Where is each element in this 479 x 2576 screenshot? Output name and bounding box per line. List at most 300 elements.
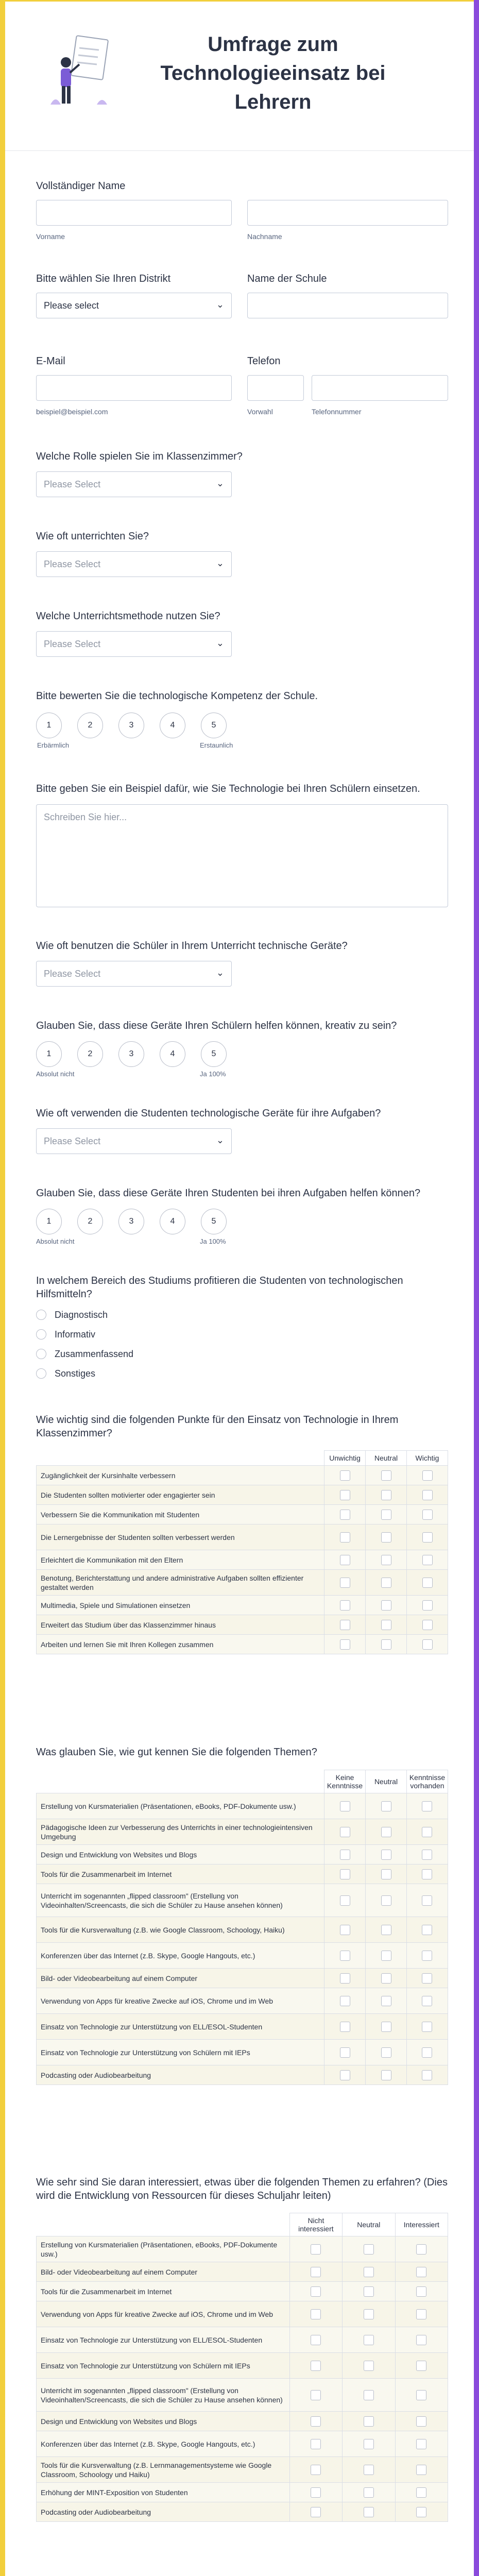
matrix-cell: [406, 2040, 448, 2065]
school-input[interactable]: [247, 293, 448, 318]
matrix-row-label: Einsatz von Technologie zur Unterstützung von Schülern mit IEPs: [37, 2353, 290, 2379]
checkbox[interactable]: [340, 1620, 350, 1630]
checkbox[interactable]: [381, 1532, 391, 1543]
interest-matrix-label: Wie sehr sind Sie daran interessiert, etwas über die folgenden Themen zu erfahren? (Dies wird die Entwicklung von Ressourcen für dieses Schuljahr leiten): [36, 2177, 448, 2201]
matrix-row-label: Die Studenten sollten motivierter oder engagierter sein: [37, 1485, 324, 1505]
matrix-row: [37, 2065, 448, 2085]
checkbox[interactable]: [340, 1510, 350, 1520]
matrix-cell: [407, 1466, 448, 1485]
matrix-cell: [289, 2431, 342, 2457]
checkbox[interactable]: [416, 2465, 426, 2475]
matrix-cell: [324, 1596, 366, 1615]
matrix-row-label: Einsatz von Technologie zur Unterstützung von ELL/ESOL-Studenten: [37, 2327, 290, 2353]
matrix-row: [37, 2301, 448, 2327]
matrix-cell: [366, 1505, 407, 1524]
checkbox[interactable]: [311, 2487, 321, 2498]
matrix-row-label: Multimedia, Spiele und Simulationen einsetzen: [37, 1596, 324, 1615]
matrix-row: [37, 2457, 448, 2483]
matrix-row-label: Erleichtert die Kommunikation mit den Eltern: [37, 1550, 324, 1570]
matrix-column-header: Interessiert: [395, 2213, 448, 2236]
checkbox[interactable]: [364, 2439, 374, 2449]
matrix-cell: [324, 2040, 366, 2065]
checkbox[interactable]: [422, 1973, 432, 1984]
checkbox[interactable]: [422, 2022, 432, 2032]
matrix-cell: [289, 2282, 342, 2301]
checkbox[interactable]: [422, 1801, 432, 1811]
competence-label: Bitte bewerten Sie die technologische Kompetenz der Schule.: [36, 690, 318, 702]
checkbox[interactable]: [416, 2439, 426, 2449]
checkbox[interactable]: [416, 2286, 426, 2297]
checkbox[interactable]: [422, 1490, 433, 1500]
checkbox[interactable]: [422, 1470, 433, 1481]
matrix-row-label: Bild- oder Videobearbeitung auf einem Computer: [37, 1969, 324, 1988]
radio-option[interactable]: Sonstiges: [36, 1368, 95, 1379]
matrix-cell: [395, 2236, 448, 2262]
checkbox[interactable]: [416, 2416, 426, 2427]
matrix-cell: [406, 1884, 448, 1917]
checkbox[interactable]: [416, 2361, 426, 2371]
matrix-cell: [366, 1943, 407, 1969]
checkbox[interactable]: [364, 2335, 374, 2345]
matrix-corner: [37, 1451, 324, 1466]
checkbox[interactable]: [381, 1578, 391, 1588]
matrix-row: [37, 2040, 448, 2065]
matrix-row: [37, 1570, 448, 1596]
matrix-cell: [395, 2431, 448, 2457]
checkbox[interactable]: [422, 1827, 432, 1837]
role-label: Welche Rolle spielen Sie im Klassenzimmer?: [36, 451, 243, 462]
checkbox[interactable]: [422, 1850, 432, 1860]
checkbox[interactable]: [340, 1532, 350, 1543]
matrix-column-header: Wichtig: [407, 1451, 448, 1466]
matrix-cell: [324, 1793, 366, 1819]
checkbox[interactable]: [311, 2507, 321, 2517]
matrix-cell: [343, 2301, 395, 2327]
school-label: Name der Schule: [247, 273, 327, 284]
checkbox[interactable]: [381, 1925, 391, 1935]
matrix-row: [37, 1917, 448, 1943]
matrix-row-label: Erstellung von Kursmaterialien (Präsentationen, eBooks, PDF-Dokumente usw.): [37, 1793, 324, 1819]
matrix-row: [37, 2412, 448, 2431]
matrix-cell: [407, 1570, 448, 1596]
radio-circle-icon: [36, 1310, 46, 1320]
matrix-row: [37, 2014, 448, 2040]
matrix-row-label: Pädagogische Ideen zur Verbesserung des Unterrichts in einer technologieintensiven Umgebung: [37, 1819, 324, 1845]
matrix-column-header: Kenntnisse vorhanden: [406, 1770, 448, 1793]
matrix-cell: [324, 1819, 366, 1845]
checkbox[interactable]: [416, 2390, 426, 2400]
matrix-row-label: Tools für die Kursverwaltung (z.B. Lernmanagementsysteme wie Google Classroom, Schoology und Haiku): [37, 2457, 290, 2483]
rating-low-label: Erbärmlich: [37, 741, 70, 749]
first-name-input[interactable]: [36, 200, 232, 226]
checkbox[interactable]: [416, 2244, 426, 2255]
full-name-label: Vollständiger Name: [36, 180, 126, 192]
matrix-cell: [406, 1793, 448, 1819]
matrix-cell: [324, 1635, 366, 1654]
matrix-column-header: Keine Kenntnisse: [324, 1770, 366, 1793]
phone-number-sublabel: Telefonnummer: [312, 408, 362, 416]
checkbox[interactable]: [381, 1827, 391, 1837]
checkbox[interactable]: [311, 2390, 321, 2400]
matrix-cell: [324, 1943, 366, 1969]
matrix-cell: [366, 1524, 407, 1550]
matrix-cell: [343, 2353, 395, 2379]
rating-2[interactable]: 2: [77, 1041, 103, 1067]
creative-label: Glauben Sie, dass diese Geräte Ihren Schülern helfen können, kreativ zu sein?: [36, 1020, 397, 1031]
matrix-cell: [343, 2412, 395, 2431]
matrix-column-header: Neutral: [343, 2213, 395, 2236]
matrix-row: [37, 1969, 448, 1988]
checkbox[interactable]: [422, 1925, 432, 1935]
checkbox[interactable]: [422, 1996, 432, 2006]
district-label: Bitte wählen Sie Ihren Distrikt: [36, 273, 171, 284]
checkbox[interactable]: [340, 2070, 350, 2080]
checkbox[interactable]: [340, 1951, 350, 1961]
checkbox[interactable]: [381, 1620, 391, 1630]
matrix-cell: [366, 1917, 407, 1943]
matrix-cell: [406, 2014, 448, 2040]
matrix-cell: [343, 2236, 395, 2262]
matrix-cell: [406, 1845, 448, 1865]
matrix-row: [37, 1524, 448, 1550]
example-label: Bitte geben Sie ein Beispiel dafür, wie Sie Technologie bei Ihren Schülern einsetzen.: [36, 783, 420, 794]
checkbox[interactable]: [422, 1951, 432, 1961]
rating-1[interactable]: 1: [36, 1041, 62, 1067]
matrix-cell: [366, 1485, 407, 1505]
matrix-cell: [407, 1596, 448, 1615]
checkbox[interactable]: [381, 1639, 391, 1650]
rating-3[interactable]: 3: [118, 1209, 144, 1234]
checkbox[interactable]: [340, 1850, 350, 1860]
checkbox[interactable]: [364, 2465, 374, 2475]
matrix-row: [37, 2327, 448, 2353]
matrix-row-label: Konferenzen über das Internet (z.B. Skype, Google Hangouts, etc.): [37, 2431, 290, 2457]
matrix-cell: [324, 1505, 366, 1524]
matrix-cell: [366, 1635, 407, 1654]
rating-4[interactable]: 4: [160, 1209, 185, 1234]
rating-low-label: Absolut nicht: [36, 1070, 75, 1078]
matrix-row-label: Verbessern Sie die Kommunikation mit Studenten: [37, 1505, 324, 1524]
chevron-down-icon: ⌄: [216, 558, 224, 568]
role-select[interactable]: Please Select ⌄: [36, 471, 232, 497]
chevron-down-icon: ⌄: [216, 638, 224, 648]
checkbox[interactable]: [422, 1600, 433, 1611]
rating-1[interactable]: 1: [36, 1209, 62, 1234]
matrix-cell: [366, 1466, 407, 1485]
rating-2[interactable]: 2: [77, 713, 103, 738]
checkbox[interactable]: [381, 1555, 391, 1565]
checkbox[interactable]: [381, 1895, 391, 1906]
radio-circle-icon: [36, 1349, 46, 1359]
matrix-cell: [289, 2327, 342, 2353]
matrix-cell: [395, 2483, 448, 2502]
matrix-row: [37, 2379, 448, 2412]
matrix-row: [37, 1550, 448, 1570]
matrix-row: [37, 1988, 448, 2014]
matrix-cell: [324, 2014, 366, 2040]
example-textarea[interactable]: Schreiben Sie hier...: [36, 804, 448, 907]
checkbox[interactable]: [311, 2286, 321, 2297]
checkbox[interactable]: [381, 2022, 391, 2032]
checkbox[interactable]: [422, 1895, 432, 1906]
checkbox[interactable]: [311, 2335, 321, 2345]
matrix-row: [37, 2483, 448, 2502]
rating-5[interactable]: 5: [201, 1041, 227, 1067]
matrix-row: [37, 2431, 448, 2457]
radio-circle-icon: [36, 1329, 46, 1340]
matrix-cell: [395, 2353, 448, 2379]
checkbox[interactable]: [422, 1555, 433, 1565]
chevron-down-icon: ⌄: [216, 968, 224, 978]
checkbox[interactable]: [364, 2309, 374, 2319]
matrix-cell: [407, 1505, 448, 1524]
matrix-cell: [324, 1615, 366, 1635]
checkbox[interactable]: [381, 1973, 391, 1984]
rating-5[interactable]: 5: [201, 713, 227, 738]
area-code-sublabel: Vorwahl: [247, 408, 273, 416]
matrix-cell: [289, 2262, 342, 2282]
matrix-row-label: Design und Entwicklung von Websites und Blogs: [37, 1845, 324, 1865]
checkbox[interactable]: [364, 2390, 374, 2400]
checkbox[interactable]: [381, 1951, 391, 1961]
matrix-cell: [406, 1969, 448, 1988]
matrix-cell: [289, 2236, 342, 2262]
checkbox[interactable]: [340, 1996, 350, 2006]
tasks-frequency-label: Wie oft verwenden die Studenten technologische Geräte für ihre Aufgaben?: [36, 1108, 381, 1119]
method-label: Welche Unterrichtsmethode nutzen Sie?: [36, 611, 220, 622]
checkbox[interactable]: [311, 2361, 321, 2371]
matrix-row: [37, 2502, 448, 2522]
last-name-input[interactable]: [247, 200, 448, 226]
matrix-cell: [324, 1570, 366, 1596]
phone-number-input[interactable]: [312, 375, 448, 401]
matrix-row-label: Verwendung von Apps für kreative Zwecke auf iOS, Chrome und im Web: [37, 2301, 290, 2327]
matrix-cell: [407, 1550, 448, 1570]
matrix-row: [37, 1819, 448, 1845]
matrix-column-header: Unwichtig: [324, 1451, 366, 1466]
checkbox[interactable]: [364, 2416, 374, 2427]
checkbox[interactable]: [340, 1555, 350, 1565]
matrix-cell: [366, 1793, 407, 1819]
matrix-cell: [324, 1524, 366, 1550]
checkbox[interactable]: [311, 2465, 321, 2475]
checkbox[interactable]: [416, 2487, 426, 2498]
matrix-row-label: Einsatz von Technologie zur Unterstützung von ELL/ESOL-Studenten: [37, 2014, 324, 2040]
matrix-row: [37, 2236, 448, 2262]
rating-2[interactable]: 2: [77, 1209, 103, 1234]
checkbox[interactable]: [381, 2070, 391, 2080]
matrix-cell: [366, 1988, 407, 2014]
checkbox[interactable]: [340, 2022, 350, 2032]
checkbox[interactable]: [381, 1490, 391, 1500]
matrix-row-label: Einsatz von Technologie zur Unterstützung von Schülern mit IEPs: [37, 2040, 324, 2065]
rating-5[interactable]: 5: [201, 1209, 227, 1234]
chevron-down-icon: ⌄: [216, 1135, 224, 1145]
checkbox[interactable]: [340, 1895, 350, 1906]
matrix-cell: [395, 2262, 448, 2282]
matrix-cell: [366, 1865, 407, 1884]
checkbox[interactable]: [340, 2047, 350, 2058]
checkbox[interactable]: [422, 2047, 432, 2058]
matrix-row: [37, 2262, 448, 2282]
matrix-cell: [324, 1865, 366, 1884]
matrix-cell: [407, 1615, 448, 1635]
checkbox[interactable]: [340, 1827, 350, 1837]
checkbox[interactable]: [311, 2416, 321, 2427]
checkbox[interactable]: [340, 1490, 350, 1500]
matrix-cell: [343, 2262, 395, 2282]
checkbox[interactable]: [381, 1510, 391, 1520]
matrix-row: [37, 2353, 448, 2379]
radio-option[interactable]: Diagnostisch: [36, 1309, 108, 1320]
checkbox[interactable]: [381, 1801, 391, 1811]
matrix-cell: [366, 2065, 407, 2085]
checkbox[interactable]: [381, 1996, 391, 2006]
matrix-cell: [395, 2457, 448, 2483]
checkbox[interactable]: [381, 1850, 391, 1860]
rating-high-label: Ja 100%: [200, 1238, 226, 1245]
form-page: [5, 0, 474, 2576]
matrix-row: [37, 1596, 448, 1615]
devices-frequency-label: Wie oft benutzen die Schüler in Ihrem Unterricht technische Geräte?: [36, 940, 348, 952]
matrix-cell: [324, 1845, 366, 1865]
rating-1[interactable]: 1: [36, 713, 62, 738]
checkbox[interactable]: [340, 1925, 350, 1935]
checkbox[interactable]: [364, 2361, 374, 2371]
checkbox[interactable]: [381, 2047, 391, 2058]
checkbox[interactable]: [340, 1600, 350, 1611]
email-field[interactable]: [36, 375, 232, 401]
method-select[interactable]: Please Select ⌄: [36, 631, 232, 657]
checkbox[interactable]: [422, 1510, 433, 1520]
form-title: Umfrage zum Technologieeinsatz bei Lehrern: [160, 33, 386, 113]
checkbox[interactable]: [422, 1578, 433, 1588]
matrix-cell: [343, 2502, 395, 2522]
matrix-column-header: Neutral: [366, 1770, 407, 1793]
matrix-cell: [406, 2065, 448, 2085]
tasks-frequency-select[interactable]: Please Select ⌄: [36, 1128, 232, 1154]
checkbox[interactable]: [364, 2244, 374, 2255]
checkbox[interactable]: [422, 1639, 433, 1650]
matrix-column-header: Neutral: [366, 1451, 407, 1466]
matrix-cell: [289, 2457, 342, 2483]
matrix-cell: [289, 2301, 342, 2327]
matrix-cell: [343, 2327, 395, 2353]
matrix-row-label: Konferenzen über das Internet (z.B. Skype, Google Hangouts, etc.): [37, 1943, 324, 1969]
checkbox[interactable]: [364, 2267, 374, 2277]
checkbox[interactable]: [340, 1639, 350, 1650]
matrix-row: [37, 1635, 448, 1654]
matrix-row-label: Unterricht im sogenannten „flipped classroom" (Erstellung von Videoinhalten/Screencasts, die sich die Schüler zu Hause ansehen können): [37, 2379, 290, 2412]
rating-high-label: Ja 100%: [200, 1070, 226, 1078]
checkbox[interactable]: [340, 1801, 350, 1811]
matrix-cell: [289, 2412, 342, 2431]
radio-option[interactable]: Zusammenfassend: [36, 1348, 133, 1360]
checkbox[interactable]: [311, 2309, 321, 2319]
rating-4[interactable]: 4: [160, 713, 185, 738]
matrix-cell: [343, 2431, 395, 2457]
matrix-cell: [406, 1819, 448, 1845]
radio-option[interactable]: Informativ: [36, 1329, 95, 1340]
matrix-row: [37, 1505, 448, 1524]
devices-frequency-select[interactable]: Please Select ⌄: [36, 961, 232, 987]
matrix-row-label: Unterricht im sogenannten „flipped classroom" (Erstellung von Videoinhalten/Screencasts, die sich die Schüler zu Hause ansehen können): [37, 1884, 324, 1917]
matrix-row-label: Zugänglichkeit der Kursinhalte verbessern: [37, 1466, 324, 1485]
checkbox[interactable]: [422, 1532, 433, 1543]
matrix-cell: [366, 1570, 407, 1596]
matrix-row: [37, 1466, 448, 1485]
checkbox[interactable]: [311, 2244, 321, 2255]
checkbox[interactable]: [311, 2439, 321, 2449]
checkbox[interactable]: [416, 2267, 426, 2277]
knowledge-matrix: [36, 1770, 448, 2085]
matrix-cell: [395, 2502, 448, 2522]
matrix-cell: [406, 1943, 448, 1969]
form-header: [5, 2, 474, 151]
matrix-cell: [407, 1635, 448, 1654]
matrix-cell: [407, 1485, 448, 1505]
matrix-row-label: Verwendung von Apps für kreative Zwecke auf iOS, Chrome und im Web: [37, 1988, 324, 2014]
checkbox[interactable]: [340, 1578, 350, 1588]
matrix-cell: [289, 2379, 342, 2412]
checkbox[interactable]: [422, 1869, 432, 1879]
matrix-cell: [343, 2457, 395, 2483]
checkbox[interactable]: [340, 1973, 350, 1984]
rating-4[interactable]: 4: [160, 1041, 185, 1067]
district-select[interactable]: Please select ⌄: [36, 293, 232, 318]
checkbox[interactable]: [364, 2286, 374, 2297]
area-code-input[interactable]: [247, 375, 304, 401]
checkbox[interactable]: [381, 1600, 391, 1611]
matrix-cell: [407, 1524, 448, 1550]
checkbox[interactable]: [364, 2487, 374, 2498]
checkbox[interactable]: [381, 1869, 391, 1879]
matrix-cell: [395, 2379, 448, 2412]
checkbox[interactable]: [422, 1620, 433, 1630]
checkbox[interactable]: [340, 1470, 350, 1481]
checkbox[interactable]: [416, 2507, 426, 2517]
matrix-row-label: Bild- oder Videobearbeitung auf einem Computer: [37, 2262, 290, 2282]
rating-3[interactable]: 3: [118, 713, 144, 738]
matrix-cell: [406, 1917, 448, 1943]
matrix-row: [37, 1485, 448, 1505]
teach-frequency-label: Wie oft unterrichten Sie?: [36, 531, 149, 542]
matrix-cell: [395, 2327, 448, 2353]
checkbox[interactable]: [364, 2507, 374, 2517]
importance-matrix: [36, 1450, 448, 1654]
checkbox[interactable]: [416, 2335, 426, 2345]
rating-3[interactable]: 3: [118, 1041, 144, 1067]
matrix-cell: [395, 2412, 448, 2431]
interest-matrix: [36, 2213, 448, 2522]
checkbox[interactable]: [422, 2070, 432, 2080]
matrix-cell: [324, 1884, 366, 1917]
matrix-row-label: Benotung, Berichterstattung und andere administrative Aufgaben sollten effizienter gestaltet werden: [37, 1570, 324, 1596]
chevron-down-icon: ⌄: [216, 478, 224, 488]
tasks-help-label: Glauben Sie, dass diese Geräte Ihren Studenten bei ihren Aufgaben helfen können?: [36, 1188, 421, 1199]
email-sublabel: beispiel@beispiel.com: [36, 408, 108, 416]
teach-frequency-select[interactable]: Please Select ⌄: [36, 551, 232, 577]
matrix-row-label: Tools für die Zusammenarbeit im Internet: [37, 1865, 324, 1884]
matrix-cell: [343, 2282, 395, 2301]
checkbox[interactable]: [340, 1869, 350, 1879]
last-name-sublabel: Nachname: [247, 232, 282, 241]
checkbox[interactable]: [311, 2267, 321, 2277]
checkbox[interactable]: [416, 2309, 426, 2319]
checkbox[interactable]: [381, 1470, 391, 1481]
matrix-row-label: Tools für die Kursverwaltung (z.B. wie Google Classroom, Schoology, Haiku): [37, 1917, 324, 1943]
matrix-cell: [324, 1550, 366, 1570]
